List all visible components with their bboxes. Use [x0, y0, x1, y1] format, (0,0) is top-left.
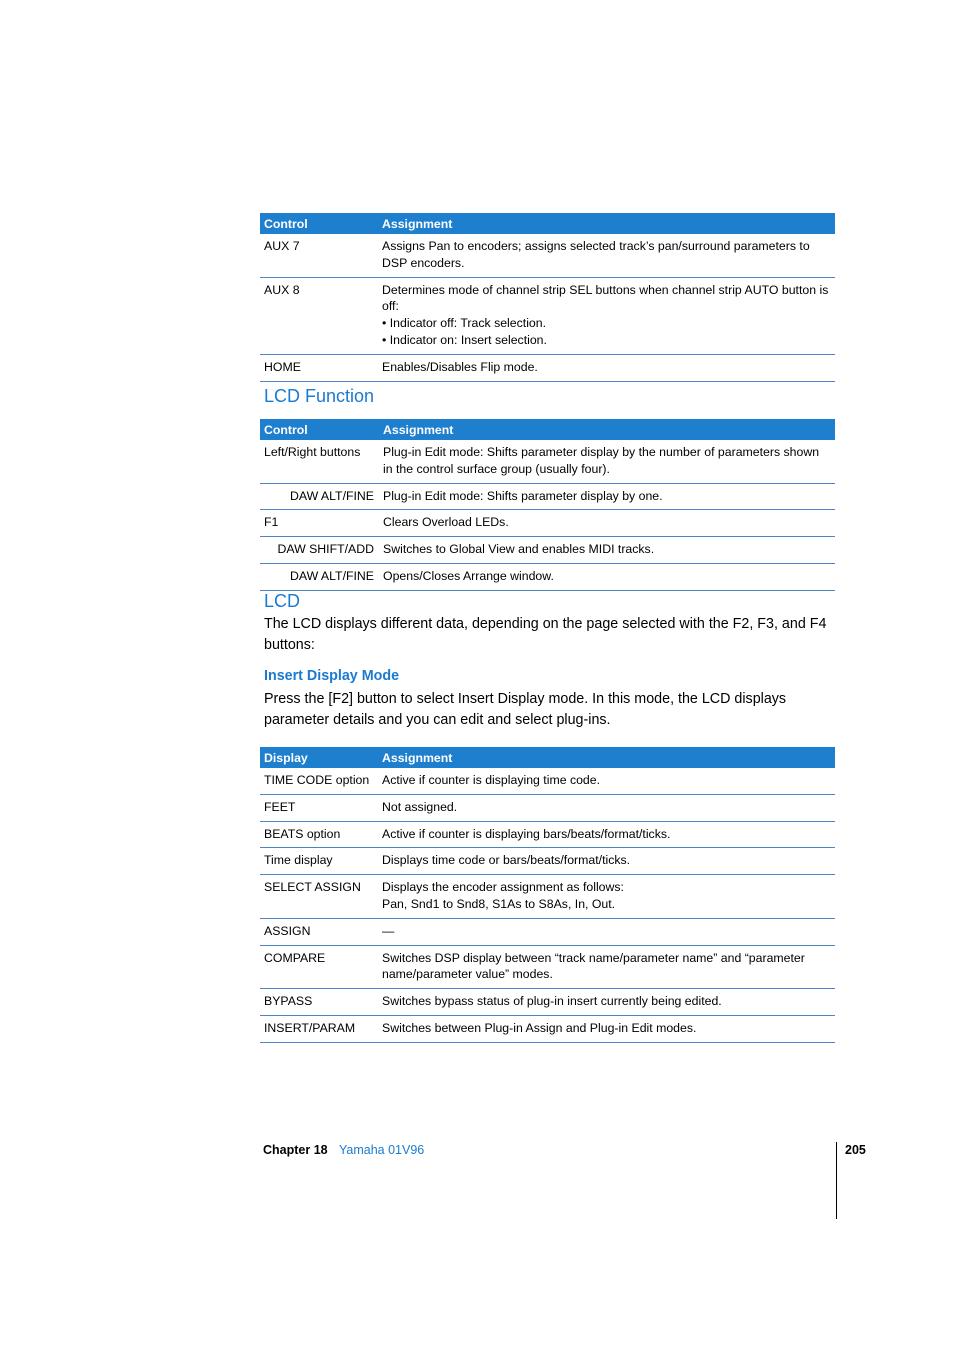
- table-header-row: [260, 419, 835, 440]
- assignment-cell: Plug-in Edit mode: Shifts parameter display by one.: [379, 483, 835, 510]
- bullet-item: • Indicator off: Track selection.: [382, 316, 547, 331]
- column-header-display: Display: [260, 747, 378, 768]
- footer-divider: [836, 1142, 837, 1219]
- assignment-cell: [378, 277, 835, 354]
- display-cell: Time display: [260, 848, 378, 875]
- insert-display-heading: Insert Display Mode: [264, 668, 400, 684]
- control-cell: DAW ALT/FINE: [260, 563, 379, 590]
- table-header-row: [260, 747, 835, 768]
- table-row: [260, 563, 835, 590]
- footer-chapter-title: Yamaha 01V96: [339, 1143, 425, 1157]
- display-cell: COMPARE: [260, 945, 378, 989]
- table-row: [260, 354, 835, 381]
- lcd-heading: LCD: [264, 591, 301, 611]
- table-row: [260, 821, 835, 848]
- table-row: [260, 510, 835, 537]
- insert-display-table: [260, 747, 835, 1043]
- assignment-cell: —: [378, 918, 835, 945]
- assignment-cell: Displays time code or bars/beats/format/ticks.: [378, 848, 835, 875]
- control-cell: AUX 7: [260, 234, 378, 277]
- assignment-cell: Switches to Global View and enables MIDI tracks.: [379, 537, 835, 564]
- display-cell: FEET: [260, 794, 378, 821]
- table-row: [260, 537, 835, 564]
- table-row: [260, 918, 835, 945]
- assignment-cell: Opens/Closes Arrange window.: [379, 563, 835, 590]
- display-cell: BYPASS: [260, 989, 378, 1016]
- lcd-function-table: [260, 419, 835, 591]
- assignment-cell: Enables/Disables Flip mode.: [378, 354, 835, 381]
- column-header-assignment: Assignment: [378, 747, 835, 768]
- column-header-assignment: Assignment: [378, 213, 835, 234]
- table-row: [260, 848, 835, 875]
- insert-display-intro: Press the [F2] button to select Insert Display mode. In this mode, the LCD displays parameter details and you can edit and select plug-ins.: [264, 691, 787, 728]
- assignment-cell: Clears Overload LEDs.: [379, 510, 835, 537]
- page-number: 205: [845, 1143, 866, 1157]
- display-cell: ASSIGN: [260, 918, 378, 945]
- assignment-cell: Not assigned.: [378, 794, 835, 821]
- table-row: [260, 989, 835, 1016]
- table-header-row: [260, 213, 835, 234]
- assignment-text-line2: Pan, Snd1 to Snd8, S1As to S8As, In, Out.: [382, 896, 616, 911]
- lcd-function-heading: LCD Function: [264, 386, 375, 406]
- display-cell: INSERT/PARAM: [260, 1015, 378, 1042]
- column-header-control: Control: [260, 213, 378, 234]
- aux-table: [260, 213, 835, 382]
- control-cell: Left/Right buttons: [260, 440, 379, 483]
- table-row: [260, 945, 835, 989]
- assignment-cell: Active if counter is displaying bars/beats/format/ticks.: [378, 821, 835, 848]
- assignment-cell: Assigns Pan to encoders; assigns selected track’s pan/surround parameters to DSP encoders.: [378, 234, 835, 277]
- assignment-cell: Plug-in Edit mode: Shifts parameter display by the number of parameters shown in the control surface group (usually four).: [379, 440, 835, 483]
- footer-chapter: Chapter 18: [263, 1143, 328, 1157]
- control-cell: F1: [260, 510, 379, 537]
- control-cell: AUX 8: [260, 277, 378, 354]
- table-row: [260, 875, 835, 919]
- table-row: [260, 277, 835, 354]
- display-cell: BEATS option: [260, 821, 378, 848]
- table-row: [260, 1015, 835, 1042]
- column-header-assignment: Assignment: [379, 419, 835, 440]
- display-cell: TIME CODE option: [260, 768, 378, 794]
- bullet-item: • Indicator on: Insert selection.: [382, 332, 547, 347]
- assignment-cell: Switches between Plug-in Assign and Plug-in Edit modes.: [378, 1015, 835, 1042]
- display-cell: SELECT ASSIGN: [260, 875, 378, 919]
- table-row: [260, 483, 835, 510]
- assignment-text: Determines mode of channel strip SEL buttons when channel strip AUTO button is off:: [382, 282, 829, 314]
- control-cell: DAW SHIFT/ADD: [260, 537, 379, 564]
- assignment-text: Displays the encoder assignment as follows:: [382, 880, 624, 895]
- column-header-control: Control: [260, 419, 379, 440]
- lcd-intro: The LCD displays different data, depending on the page selected with the F2, F3, and F4 buttons:: [264, 616, 827, 653]
- control-cell: DAW ALT/FINE: [260, 483, 379, 510]
- table-row: [260, 794, 835, 821]
- assignment-cell: [378, 875, 835, 919]
- table-row: [260, 440, 835, 483]
- table-row: [260, 768, 835, 794]
- control-cell: HOME: [260, 354, 378, 381]
- assignment-cell: Switches bypass status of plug-in insert currently being edited.: [378, 989, 835, 1016]
- assignment-cell: Switches DSP display between “track name/parameter name” and “parameter name/parameter value” modes.: [378, 945, 835, 989]
- table-row: [260, 234, 835, 277]
- assignment-cell: Active if counter is displaying time code.: [378, 768, 835, 794]
